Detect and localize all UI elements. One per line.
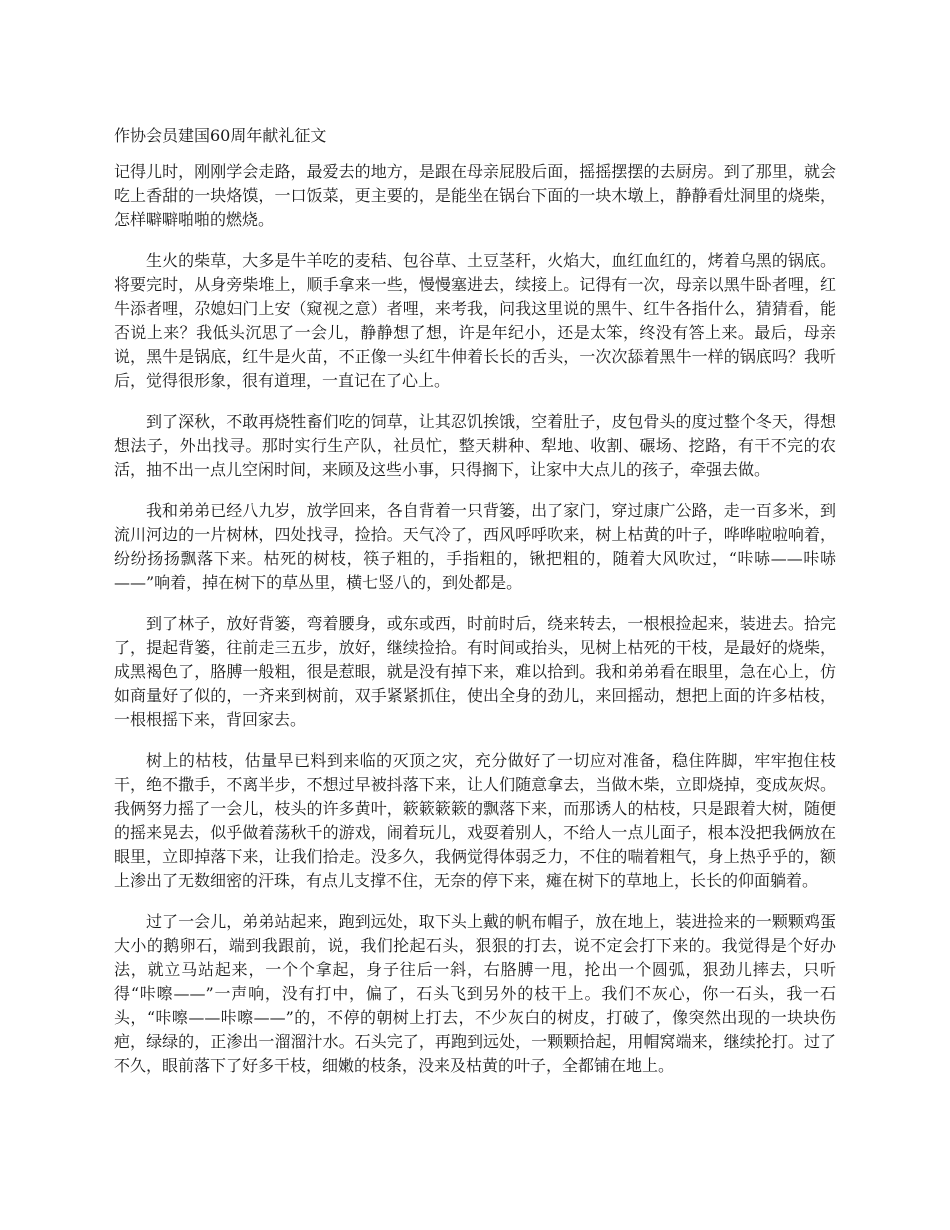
paragraph-7: 过了一会儿，弟弟站起来，跑到远处，取下头上戴的帆布帽子，放在地上，装进捡来的一颗颗鸡蛋大小的鹅卵石，端到我跟前，说，我们抡起石头，狠狠的打去，说不定会打下来的。我觉得是个好办法，就立马站起来，一个个拿起，身子往后一斜，右胳膊一甩，抡出一个圆弧，狠劲儿摔去，只听得“咔嚓——”一声响，没有打中，偏了，石头飞到另外的枝干上。我们不灰心，你一石头，我一石头，“咔嚓——咔嚓——”的，不停的朝树上打去，不少灰白的树皮，打破了，像突然出现的一块块伤疤，绿绿的，正渗出一溜溜汁水。石头完了，再跑到远处，一颗颗拾起，用帽窝端来，继续抡打。过了不久，眼前落下了好多干枝，细嫩的枝条，没来及枯黄的叶子，全都铺在地上。 (114, 912, 836, 1075)
paragraph-5: 到了林子，放好背篓，弯着腰身，或东或西，时前时后，绕来转去，一根根捡起来，装进去。拾完了，提起背篓，往前走三五步，放好，继续捡拾。有时间或抬头，见树上枯死的干枝，是最好的烧柴，成黑褐色了，胳膊一般粗，很是惹眼，就是没有掉下来，难以拾到。我和弟弟看在眼里，急在心上，仿如商量好了似的，一齐来到树前，双手紧紧抓住，使出全身的劲儿，来回摇动，想把上面的许多枯枝，一根根摇下来，背回家去。 (114, 614, 836, 729)
paragraph-2: 生火的柴草，大多是牛羊吃的麦秸、包谷草、土豆茎秆，火焰大，血红血红的，烤着乌黑的锅底。将要完时，从身旁柴堆上，顺手拿来一些，慢慢塞进去，续接上。记得有一次，母亲以黑牛卧者哩，红牛添者哩，尕媳妇门上安（窥视之意）者哩，来考我，问我这里说的黑牛、红牛各指什么，猜猜看，能否说上来？我低头沉思了一会儿，静静想了想，许是年纪小，还是太笨，终没有答上来。最后，母亲说，黑牛是锅底，红牛是火苗，不正像一头红牛伸着长长的舌头，一次次舔着黑牛一样的锅底吗？我听后，觉得很形象，很有道理，一直记在了心上。 (114, 251, 836, 390)
paragraph-3: 到了深秋，不敢再烧牲畜们吃的饲草，让其忍饥挨饿，空着肚子，皮包骨头的度过整个冬天，得想想法子，外出找寻。那时实行生产队，社员忙，整天耕种、犁地、收割、碾场、挖路，有干不完的农活，抽不出一点儿空闲时间，来顾及这些小事，只得搁下，让家中大点儿的孩子，牵强去做。 (114, 412, 836, 479)
paragraph-6: 树上的枯枝，估量早已料到来临的灭顶之灾，充分做好了一切应对准备，稳住阵脚，牢牢抱住枝干，绝不撒手，不离半步，不想过早被抖落下来，让人们随意拿去，当做木柴，立即烧掉，变成灰烬。我俩努力摇了一会儿，枝头的许多黄叶，簌簌簌簌的飘落下来，而那诱人的枯枝，只是跟着大树，随便的摇来晃去，似乎做着荡秋千的游戏，闹着玩儿，戏耍着别人，不给人一点儿面子，根本没把我俩放在眼里，立即掉落下来，让我们拾走。没多久，我俩觉得体弱乏力，不住的喘着粗气，身上热乎乎的，额上渗出了无数细密的汗珠，有点儿支撑不住，无奈的停下来，瘫在树下的草地上，长长的仰面躺着。 (114, 751, 836, 890)
paragraph-1: 记得儿时，刚刚学会走路，最爱去的地方，是跟在母亲屁股后面，摇摇摆摆的去厨房。到了那里，就会吃上香甜的一块烙馍，一口饭菜，更主要的，是能坐在锅台下面的一块木墩上，静静看灶洞里的烧柴，怎样噼噼啪啪的燃烧。 (114, 162, 836, 229)
document-title: 作协会员建国60周年献礼征文 (114, 126, 327, 145)
paragraph-4: 我和弟弟已经八九岁，放学回来，各自背着一只背篓，出了家门，穿过康广公路，走一百多米，到流川河边的一片树林，四处找寻，捡拾。天气冷了，西风呼呼吹来，树上枯黄的叶子，哗哗啦啦响着，纷纷扬扬飘落下来。枯死的树枝，筷子粗的，手指粗的，锹把粗的，随着大风吹过，“咔哧——咔哧——”响着，掉在树下的草丛里，横七竖八的，到处都是。 (114, 501, 836, 592)
document-page (114, 124, 836, 1095)
